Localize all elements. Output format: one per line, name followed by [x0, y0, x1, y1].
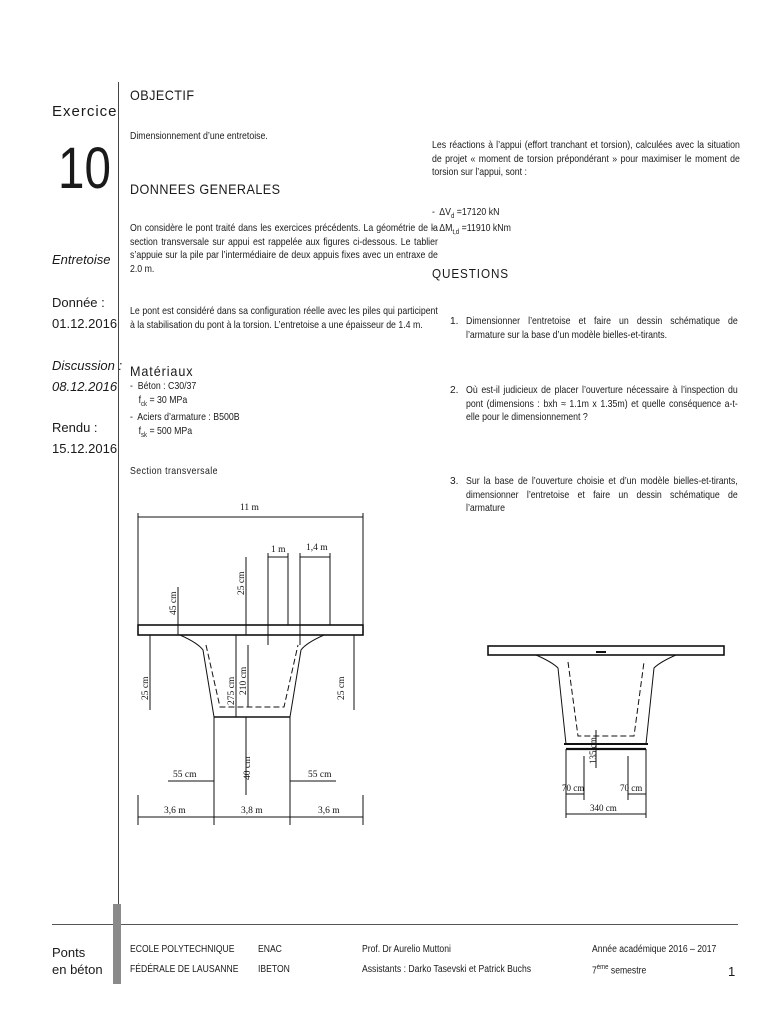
steel-item: - Aciers d’armature : B500B	[130, 412, 240, 424]
reaction-v: - $\Delta V_d =17120$ kN	[432, 207, 500, 221]
objective-heading: OBJECTIF	[130, 87, 195, 103]
question-1-number: 1.	[450, 316, 459, 327]
dim-275cm: 275 cm	[227, 676, 237, 705]
dim-1-4m: 1,4 m	[306, 543, 328, 553]
given-label: Donnée :	[52, 295, 105, 310]
due-date: 15.12.2016	[52, 441, 118, 456]
assistants: Assistants : Darko Tasevski et Patrick Buchs	[362, 964, 532, 975]
dim-135cm: 135 cm	[588, 737, 598, 764]
dim-45cm: 45 cm	[169, 591, 179, 615]
general-paragraph-2: Le pont est considéré dans sa configuration réelle avec les piles qui participent à la stabilisation du pont à la torsion. L’entretoise a une épaisseur de 1.4 m.	[130, 306, 438, 331]
footer-accent-bar	[113, 904, 121, 984]
general-paragraph-1: On considère le pont traité dans les exercices précédents. La géométrie de la section transversale sur appui est rappelée aux figures ci-dessous. Le tablier s’appuie sur la pile par l’intermédiaire de deux appuis fixes avec un entraxe de 2.0 m.	[130, 223, 438, 275]
exercise-label: Exercice	[52, 103, 118, 120]
dim-340cm: 340 cm	[590, 803, 617, 813]
discussion-date: 08.12.2016	[52, 379, 118, 394]
dim-25cm-left: 25 cm	[141, 676, 151, 700]
deck-slab	[138, 625, 363, 635]
materials-heading: Matériaux	[130, 363, 194, 379]
professor: Prof. Dr Aurelio Muttoni	[362, 944, 451, 955]
dim-55cm-left: 55 cm	[173, 770, 197, 780]
question-2-number: 2.	[450, 385, 459, 396]
dim-55cm-right: 55 cm	[308, 770, 332, 780]
academic-year: Année académique 2016 – 2017	[592, 944, 717, 955]
dim-1m: 1 m	[271, 545, 286, 555]
dim-25cm-right: 25 cm	[337, 676, 347, 700]
semester: 7ème semestre	[592, 964, 647, 977]
question-1: Dimensionner l’entretoise et faire un dessin schématique de l’armature sur la base d’un modèle bielles-et-tirants.	[466, 316, 738, 341]
reaction-m: - $\Delta M_{t,d} =11910$ kNm	[432, 223, 511, 237]
objective-text: Dimensionnement d’une entretoise.	[130, 131, 268, 142]
dim-25cm-top: 25 cm	[237, 571, 247, 595]
school-line-2: FÉDÉRALE DE LAUSANNE	[130, 964, 239, 975]
box-outline	[180, 635, 324, 717]
dim-3-8m: 3,8 m	[241, 806, 263, 816]
fck-item: $f_{ck} = 30$ MPa	[138, 394, 188, 408]
section-caption: Section transversale	[130, 466, 218, 477]
concrete-item: - Béton : C30/37	[130, 381, 197, 392]
page-number: 1	[728, 964, 736, 979]
discussion-label: Discussion :	[52, 358, 123, 373]
footer-course-line2: en béton	[52, 962, 103, 977]
question-3-number: 3.	[450, 476, 459, 487]
question-3: Sur la base de l’ouverture choisie et d’un modèle bielles-et-tirants, dimensionner l’entretoise et faire un dessin schématique de l’armature	[466, 476, 738, 514]
footer-divider	[52, 924, 738, 925]
due-label: Rendu :	[52, 420, 98, 435]
footer-course-line1: Ponts	[52, 945, 86, 960]
materials-list	[130, 380, 336, 442]
general-data-heading: DONNEES GENERALES	[130, 181, 281, 197]
footer-course	[52, 944, 103, 978]
subject-label: Entretoise	[52, 252, 111, 267]
cross-section-drawing	[128, 495, 378, 830]
exercise-number: 10	[58, 136, 111, 201]
deck-slab	[488, 646, 724, 655]
fsk-item: $f_{sk} = 500$ MPa	[138, 425, 193, 439]
reactions-intro: Les réactions à l’appui (effort tranchant et torsion), calculées avec la situation de projet « moment de torsion prépondérant » pour maximiser le moment de torsion sur l’appui, sont :	[432, 140, 740, 178]
given-date: 01.12.2016	[52, 316, 118, 331]
dim-70cm-right: 70 cm	[620, 783, 643, 793]
box-void	[568, 662, 644, 736]
questions-heading: QUESTIONS	[432, 266, 510, 281]
sidebar-divider	[118, 82, 119, 908]
school-line-1: ECOLE POLYTECHNIQUE	[130, 944, 235, 955]
diaphragm-drawing	[484, 638, 728, 824]
dim-3-6m-left: 3,6 m	[164, 806, 186, 816]
dim-210cm: 210 cm	[239, 666, 249, 695]
laboratory: IBETON	[258, 964, 290, 975]
question-2: Où est-il judicieux de placer l’ouverture nécessaire à l’inspection du pont (dimensions : bxh ≈ 1.1m x 1.35m) et quelle conséquence a-t-elle pour le dimensionnement ?	[466, 385, 738, 423]
box-outline	[536, 655, 676, 744]
dim-70cm-left: 70 cm	[562, 783, 585, 793]
dim-40cm: 40 cm	[243, 756, 253, 780]
box-void	[206, 645, 298, 707]
dim-3-6m-right: 3,6 m	[318, 806, 340, 816]
faculty: ENAC	[258, 944, 282, 955]
dim-11m: 11 m	[240, 503, 259, 513]
